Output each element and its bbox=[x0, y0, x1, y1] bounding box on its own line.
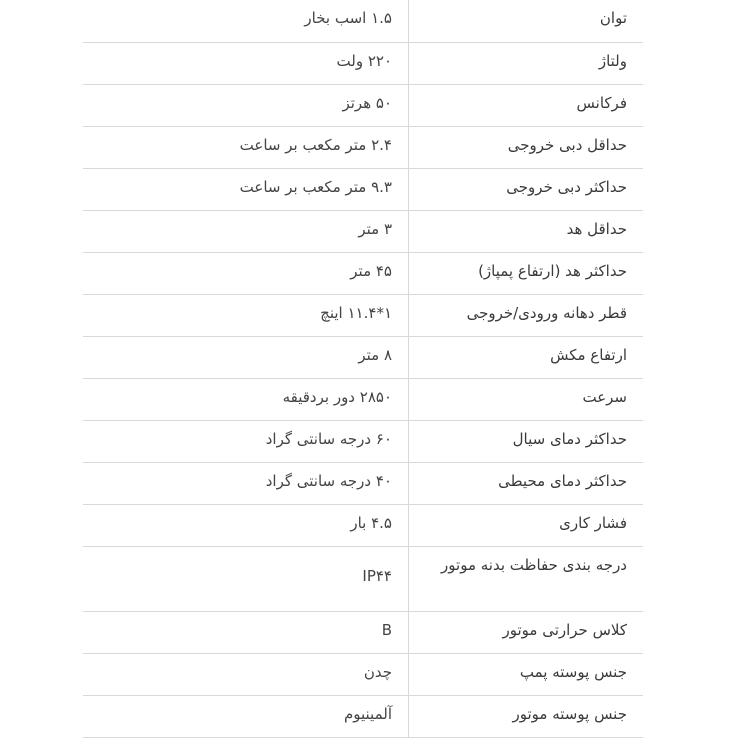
table-row bbox=[83, 168, 643, 210]
spec-value: ۴۰ درجه سانتی گراد bbox=[265, 471, 392, 490]
table-row bbox=[83, 0, 643, 42]
spec-value: چدن bbox=[363, 662, 392, 681]
spec-value: ۴.۵ بار bbox=[350, 513, 392, 532]
spec-value: ۸ متر bbox=[358, 345, 392, 364]
spec-value: ۳ متر bbox=[358, 219, 392, 238]
spec-value: آلمینیوم bbox=[343, 704, 392, 723]
spec-value: ۱.۵ اسب بخار bbox=[304, 9, 392, 27]
spec-label: ارتفاع مکش bbox=[409, 336, 644, 378]
spec-value: ۲۲۰ ولت bbox=[336, 51, 392, 70]
table-row bbox=[83, 42, 643, 84]
spec-table bbox=[83, 0, 643, 738]
table-row bbox=[83, 294, 643, 336]
spec-label: قطر دهانه ورودی/خروجی bbox=[409, 294, 644, 336]
table-row bbox=[83, 126, 643, 168]
spec-label: درجه بندی حفاظت بدنه موتور bbox=[409, 546, 644, 611]
spec-label: حداکثر دمای سیال bbox=[409, 420, 644, 462]
table-row bbox=[83, 695, 643, 737]
table-row bbox=[83, 462, 643, 504]
table-row bbox=[83, 336, 643, 378]
spec-value: ۵۰ هرتز bbox=[342, 93, 392, 112]
table-row bbox=[83, 546, 643, 611]
spec-value: ۲۸۵۰ دور بردقیقه bbox=[282, 387, 392, 406]
table-row bbox=[83, 504, 643, 546]
spec-label: حداکثر دبی خروجی bbox=[409, 168, 644, 210]
spec-label: کلاس حرارتی موتور bbox=[409, 611, 644, 653]
spec-value: ۱*۱۱.۴ اینچ bbox=[320, 303, 392, 322]
spec-label: حداکثر دمای محیطی bbox=[409, 462, 644, 504]
spec-label: ولتاژ bbox=[409, 42, 644, 84]
table-row bbox=[83, 611, 643, 653]
spec-value: B bbox=[381, 620, 392, 639]
spec-label: سرعت bbox=[409, 378, 644, 420]
table-row bbox=[83, 653, 643, 695]
table-row bbox=[83, 210, 643, 252]
table-row bbox=[83, 84, 643, 126]
table-row bbox=[83, 420, 643, 462]
spec-label: حداکثر هد (ارتفاع پمپاژ) bbox=[409, 252, 644, 294]
spec-label: جنس پوسته موتور bbox=[409, 695, 644, 737]
spec-label: حداقل دبی خروجی bbox=[409, 126, 644, 168]
spec-label: فرکانس bbox=[409, 84, 644, 126]
spec-label: حداقل هد bbox=[409, 210, 644, 252]
spec-label: فشار کاری bbox=[409, 504, 644, 546]
spec-label: توان bbox=[409, 0, 644, 42]
spec-value: IP۴۴ bbox=[362, 566, 392, 585]
spec-value: ۲.۴ متر مکعب بر ساعت bbox=[239, 135, 392, 154]
table-row bbox=[83, 252, 643, 294]
spec-value: ۹.۳ متر مکعب بر ساعت bbox=[239, 177, 392, 196]
spec-label: جنس پوسته پمپ bbox=[409, 653, 644, 695]
table-row bbox=[83, 378, 643, 420]
spec-value: ۴۵ متر bbox=[350, 261, 392, 280]
spec-value: ۶۰ درجه سانتی گراد bbox=[265, 429, 392, 448]
